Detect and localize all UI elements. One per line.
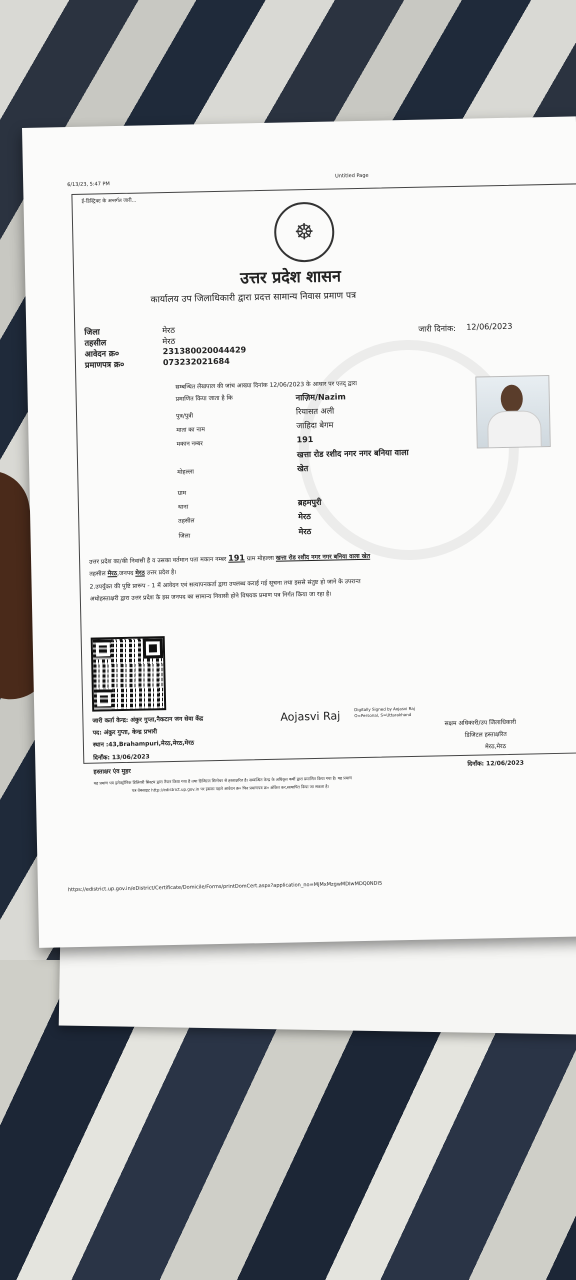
intro-line-2: प्रमाणित किया जाता है कि: [175, 394, 233, 403]
meta-value-district: मेरठ: [162, 325, 176, 336]
meta-label-tehsil: तहसील: [84, 338, 107, 348]
qr-code: [93, 638, 164, 709]
intro-line-1: सम्बन्धित लेखपाल की जांच आख्या दिनांक 12/06/2023 के आधार पर एतद् द्वारा: [175, 380, 357, 391]
issue-date: 12/06/2023: [466, 321, 513, 332]
print-url: https://edistrict.up.gov.in/eDistrict/Certificate/Domicile/Forms/printDomCert.aspx?application_no=MjMxMzgwMDIwMDQ0NDI5: [67, 880, 383, 894]
meta-value-tehsil: मेरठ: [162, 336, 176, 347]
issuer-line-3: स्थान :43,Brahampuri,मेरठ,मेरठ,मेरठ: [92, 739, 195, 749]
digital-sign-line-1: Digitally Signed by Aojasvi Raj: [354, 705, 415, 713]
issuer-date: दिनाँक: 13/06/2023: [93, 753, 150, 762]
field-value-father: रियासत अली: [295, 406, 335, 417]
print-page-title: Untitled Page: [335, 172, 369, 180]
meta-label-district: जिला: [84, 327, 100, 337]
issuer-sign-label: हस्ताक्षर एंव मुहर: [93, 767, 131, 776]
field-label-village: ग्राम: [177, 489, 187, 497]
issue-date-label: जारी दिनांक:: [418, 323, 456, 334]
field-value-mohalla: खेत: [297, 464, 309, 474]
footer-line-2: पत्र वेबसाइट http://edistrict.up.gov.in पर इसका पहले आवेदन क्र० फिर प्रमाणपत्र क्र० अंकित कर,सत्यापित किया जा सकता है।: [131, 783, 330, 793]
top-note: ई-डिस्ट्रिक्ट के अन्तर्गत जारी...: [81, 197, 137, 205]
field-value-tehsil: मेरठ: [298, 512, 312, 522]
meta-label-application-no: आवेदन क्र०: [84, 349, 120, 359]
field-value-house-no: 191: [296, 434, 314, 445]
signature-name: Aojasvi Raj: [280, 709, 341, 724]
meta-value-certificate-no: 073232021684: [162, 356, 230, 368]
applicant-photo: [475, 375, 550, 449]
field-label-mohalla: मोहल्ला: [177, 468, 194, 476]
para2-line2: अधोहस्ताक्षरी द्वारा उत्तर प्रदेश के इस जनपद का सामान्य निवासी होने विषयक प्रमाण पत्र निर्गत किया जा रहा है।: [89, 590, 332, 603]
field-value-mother: जाहिदा बेगम: [296, 420, 334, 431]
officer-line-2: डिजिटल हस्ताक्षरित: [464, 730, 507, 739]
sub-title: कार्यालय उप जिलाधिकारी द्वारा प्रदत्त सामान्य निवास प्रमाण पत्र: [150, 291, 357, 306]
issuer-line-2: पद: अंकुर गुप्ता, केन्द्र प्रभारी: [92, 728, 158, 737]
para1-line2: तहसील मेरठ,जनपद मेरठ उत्तर प्रदेश है।: [89, 568, 177, 578]
officer-line-3: मेरठ,मेरठ: [484, 742, 507, 751]
govt-title: उत्तर प्रदेश शासन: [239, 266, 342, 288]
footer-line-1: यह प्रमाण पत्र इलेक्ट्रॉनिक डिलिवरी सिस्टम द्वारा तैयार किया गया है तथा डिजिटल सिग्नेचर से हस्ताक्षरित है। सम्बन्धित केन्द्र के अधिकृत कर्मी द्वारा प्रमाणित किया गया है। यह प्रमाण: [93, 775, 353, 786]
digital-sign-line-2: O=Personal, S=Uttarakhand: [354, 711, 412, 719]
field-label-father: पुत्र/पुत्री: [175, 412, 194, 420]
up-govt-emblem-icon: ☸: [274, 201, 335, 262]
field-value-police-station: ब्रहमपुरी: [297, 497, 322, 508]
para2-line1: 2.उपर्युक्त की पुष्टि प्रारूप - 1 में आवेदन एवं सत्यापनकर्ता द्वारा उपलब्ध कराई गई सूचना तथा इससे संतुष्ट हो जाने के उपरान्त: [89, 578, 361, 591]
certificate-paper: [22, 116, 576, 947]
field-label-district: जिला: [178, 532, 191, 540]
print-timestamp: 6/13/23, 5:47 PM: [67, 181, 110, 189]
officer-line-1: सक्षम अधिकारी/उप जिलाधिकारी: [444, 718, 517, 728]
field-value-name: नाज़िम/Nazim: [295, 392, 346, 403]
meta-value-application-no: 231380020044429: [162, 345, 247, 357]
field-label-police-station: थाना: [177, 503, 189, 511]
field-label-house-no: मकान नम्बर: [176, 440, 203, 448]
meta-label-certificate-no: प्रमाणपत्र क्र०: [84, 359, 125, 370]
field-value-district: मेरठ: [298, 527, 312, 537]
field-value-address: खत्ता रोड रशीद नगर नगर बनिया वाला: [296, 447, 409, 460]
field-label-mother: माता का नाम: [176, 426, 206, 434]
issuer-line-1: जारी कर्ता केन्द्र: अंकुर गुप्ता,नैकटान जन सेवा केंद्र: [92, 715, 204, 725]
officer-date: दिनाँक: 12/06/2023: [467, 759, 525, 768]
field-label-tehsil: तहसील: [178, 517, 195, 525]
para1-line1: उत्तर प्रदेश का/की निवासी है व उसका वर्तमान पता मकान नम्बर 191 ग्राम मोहल्ला खत्ता रोड रशीद नगर नगर बनिया वाला खेत: [89, 552, 371, 566]
